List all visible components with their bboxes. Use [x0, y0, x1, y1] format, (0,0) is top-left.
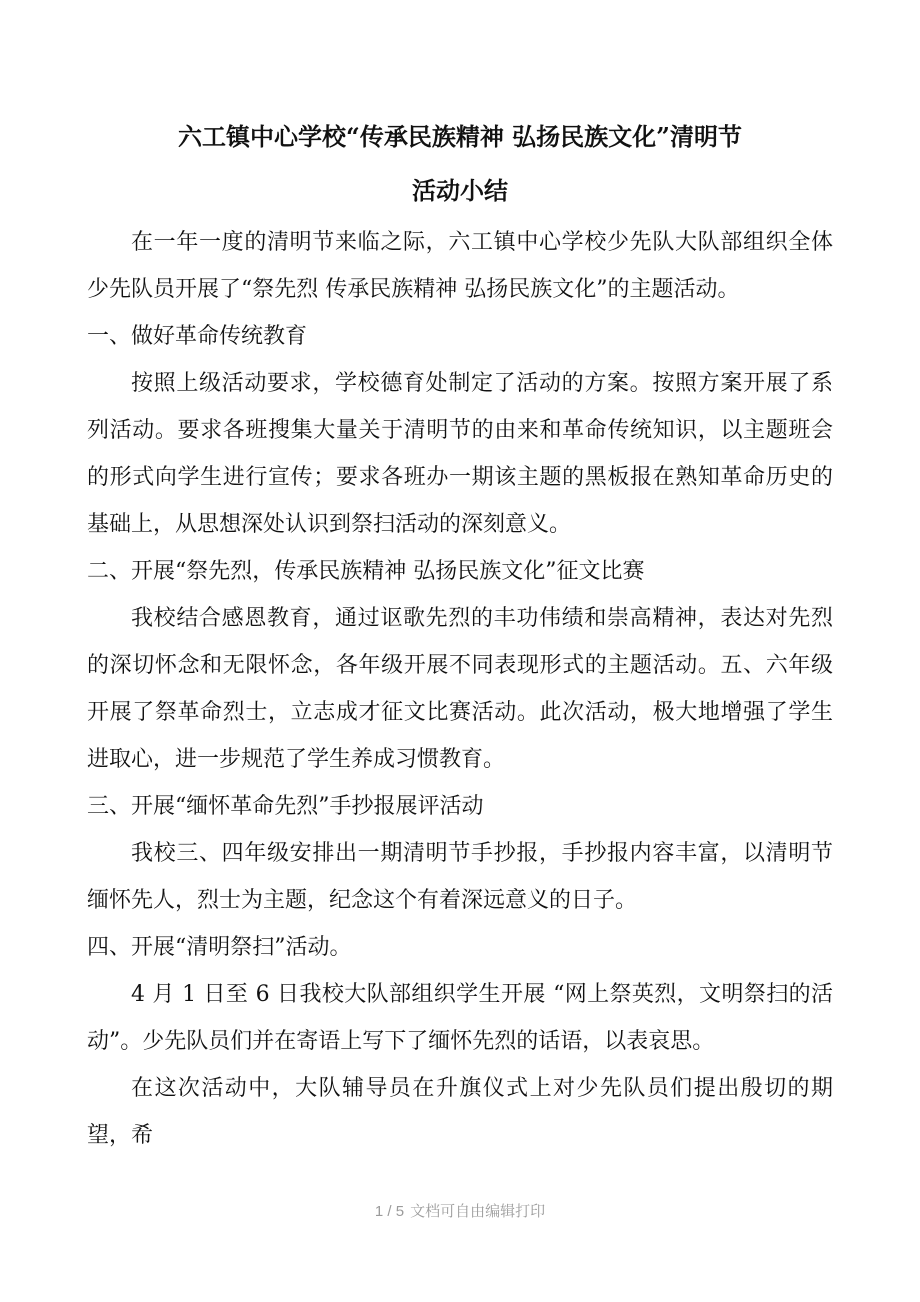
section-heading-2: 二、开展“祭先烈，传承民族精神 弘扬民族文化”征文比赛 — [87, 559, 645, 584]
document-body — [87, 219, 833, 1159]
page-number-indicator: 1 / 5 — [374, 1203, 405, 1220]
paragraph-closing-partial: 在这次活动中，大队辅导员在升旗仪式上对少先队员们提出殷切的期望，希 — [87, 1076, 833, 1148]
document-title-line1: 六工镇中心学校“传承民族精神 弘扬民族文化”清明节 — [178, 122, 742, 151]
section-heading-1: 一、做好革命传统教育 — [87, 324, 308, 349]
paragraph-section-2: 我校结合感恩教育，通过讴歌先烈的丰功伟绩和崇高精神，表达对先烈的深切怀念和无限怀念，各年级开展不同表现形式的主题活动。五、六年级开展了祭革命烈士，立志成才征文比赛活动。此次活动，极大地增强了学生进取心，进一步规范了学生养成习惯教育。 — [87, 606, 833, 772]
paragraph-section-4: 4 月 1 日至 6 日我校大队部组织学生开展 “网上祭英烈，文明祭扫的活动”。少先队员们并在寄语上写下了缅怀先烈的话语，以表哀思。 — [87, 982, 833, 1054]
footer-note: 文档可自由编辑打印 — [410, 1203, 546, 1220]
paragraph-section-1: 按照上级活动要求，学校德育处制定了活动的方案。按照方案开展了系列活动。要求各班搜集大量关于清明节的由来和革命传统知识，以主题班会的形式向学生进行宣传；要求各班办一期该主题的黑板报在熟知革命历史的基础上，从思想深处认识到祭扫活动的深刻意义。 — [87, 371, 833, 537]
section-heading-4: 四、开展“清明祭扫”活动。 — [87, 935, 352, 960]
document-title-line2: 活动小结 — [412, 176, 508, 205]
page-footer — [0, 1200, 920, 1221]
paragraph-intro: 在一年一度的清明节来临之际，六工镇中心学校少先队大队部组织全体少先队员开展了“祭先烈 传承民族精神 弘扬民族文化”的主题活动。 — [87, 230, 833, 302]
document-title — [87, 110, 833, 218]
section-heading-3: 三、开展“缅怀革命先烈”手抄报展评活动 — [87, 794, 484, 819]
paragraph-section-3: 我校三、四年级安排出一期清明节手抄报，手抄报内容丰富，以清明节缅怀先人，烈士为主题，纪念这个有着深远意义的日子。 — [87, 841, 833, 913]
